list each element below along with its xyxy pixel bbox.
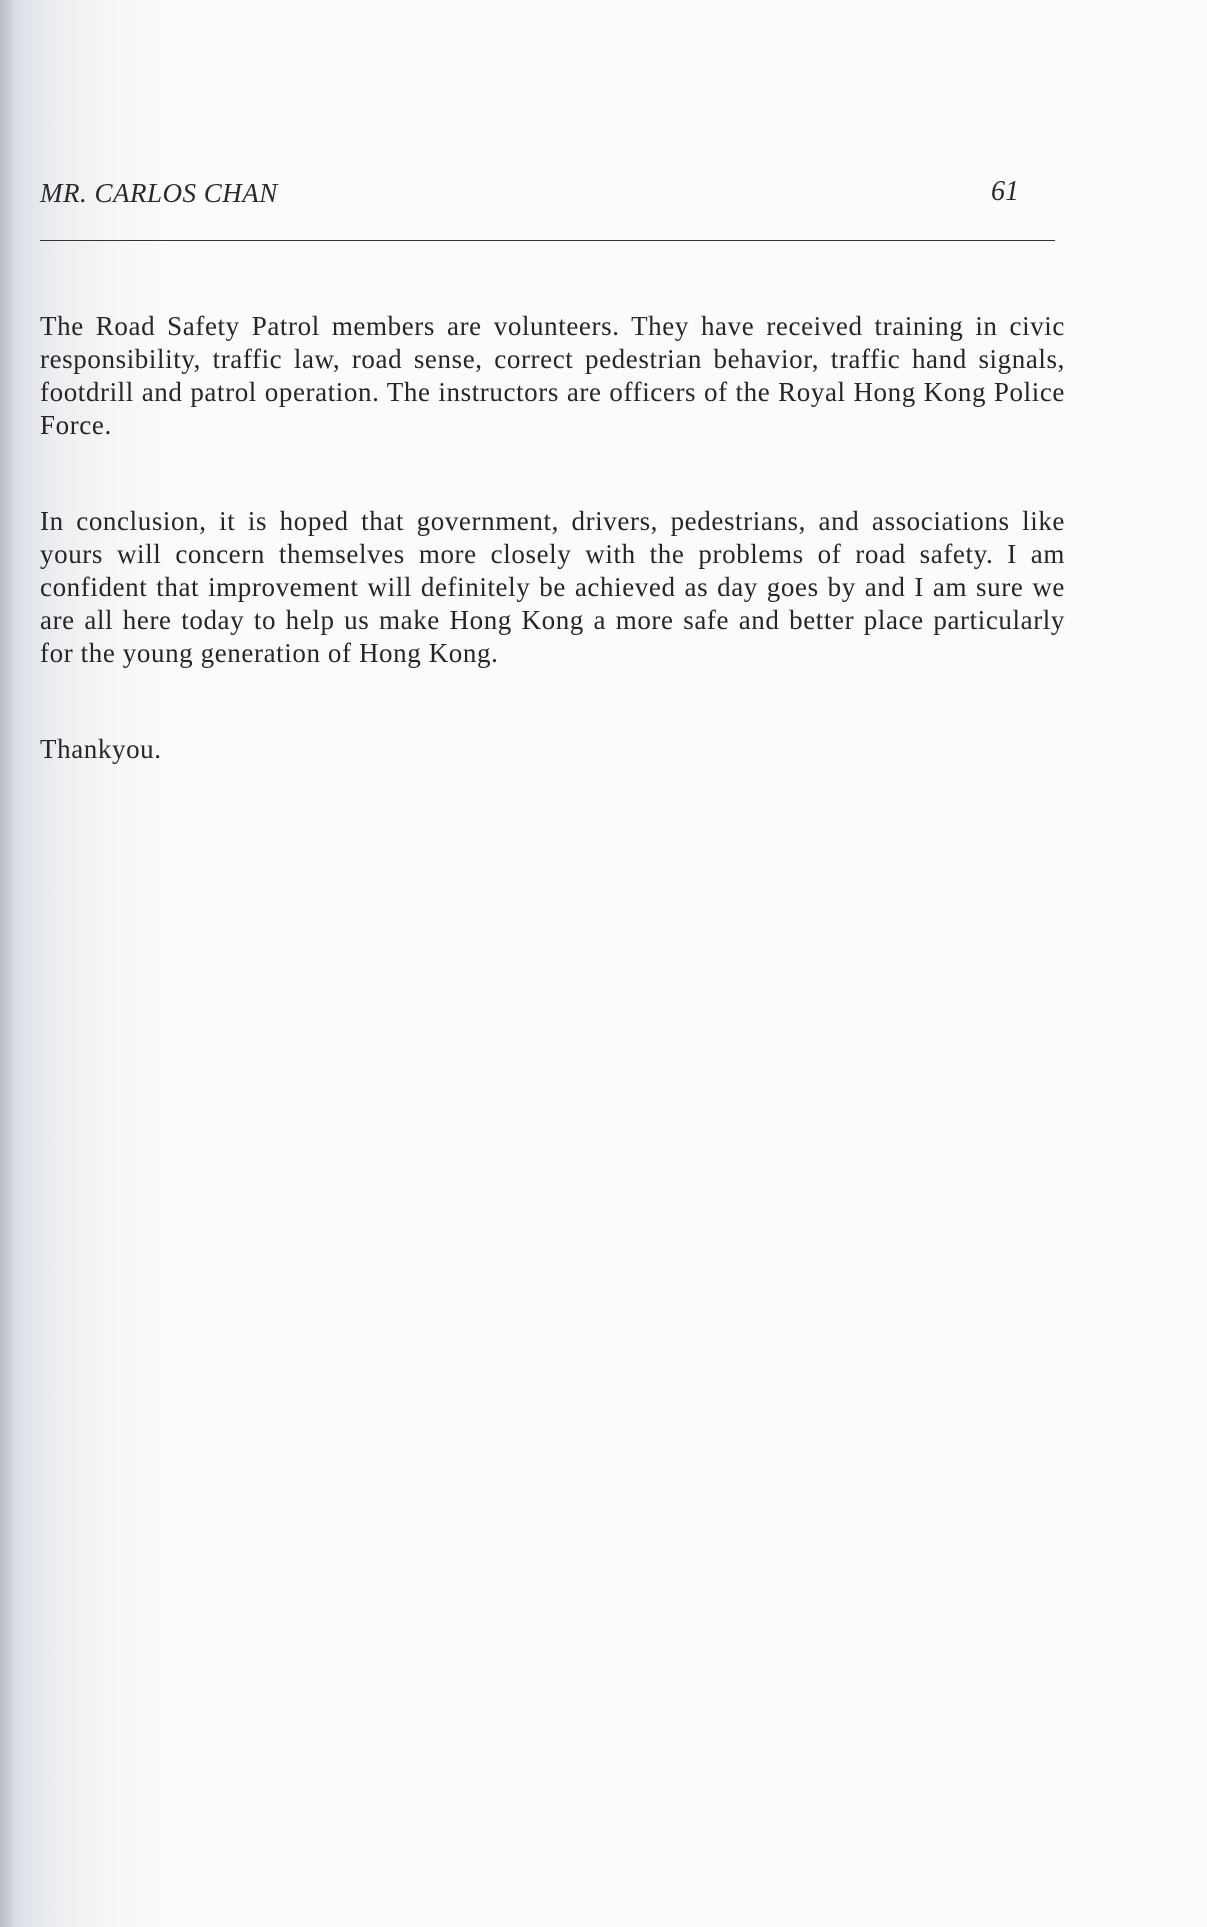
- paragraph-conclusion: In conclusion, it is hoped that government, drivers, pedestrians, and associations like yours will concern themselves more closely with the problems of road safety. I am confident that improvement will definitely be achieved as day goes by and I am sure we are all here today to help us make Hong Kong a more safe and better place particularly for the young generation of Hong Kong.: [40, 506, 1065, 668]
- paragraph-thankyou: Thankyou.: [40, 734, 162, 764]
- running-title: MR. CARLOS CHAN: [40, 178, 278, 208]
- running-header: [40, 178, 1055, 218]
- paragraph-road-safety-patrol: The Road Safety Patrol members are volunteers. They have received training in civic responsibility, traffic law, road sense, correct pedestrian behavior, traffic hand signals, footdrill and patrol operation. The instructors are officers of the Royal Hong Kong Police Force.: [40, 311, 1065, 440]
- binding-gutter-shadow: [0, 0, 14, 1927]
- header-rule: [40, 240, 1055, 241]
- body-text: [40, 310, 1065, 766]
- page-number: 61: [991, 176, 1019, 207]
